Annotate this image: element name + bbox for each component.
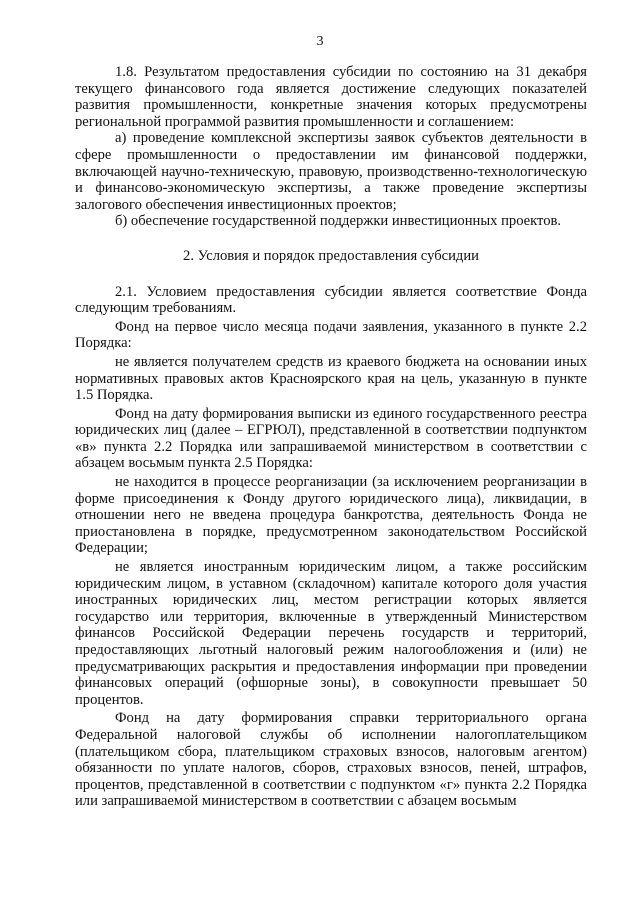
paragraph-not-foreign: не является иностранным юридическим лицом, а также российским юридическим лицом, в уставном (складочном) капитале которого доля участия иностранных юридических лиц, местом регистрации которых является государство или территория, включенные в утвержденный Министерством финансов Российской Федерации перечень государств и территорий, предоставляющих льготный налоговый режим налогообложения и (или) не предусматривающих раскрытия и предоставления информации при проведении финансовых операций (офшорные зоны), в совокупности превышает 50 процентов.: [75, 559, 587, 708]
paragraph-fund-tax-certificate: Фонд на дату формирования справки территориального органа Федеральной налоговой службы об исполнении налогоплательщиком (плательщиком сбора, плательщиком страховых взносов, налоговым агентом) обязанности по уплате налогов, сборов, страховых взносов, пеней, штрафов, процентов, представленной в соответствии с подпунктом «г» пункта 2.2 Порядка или запрашиваемой министерством в соответствии с абзацем восьмым: [75, 710, 587, 810]
paragraph-not-reorganization: не находится в процессе реорганизации (за исключением реорганизации в форме присоединения к Фонду другого юридического лица), ликвидации, в отношении него не введена процедура банкротства, деятельность Фонда не приостановлена в порядке, предусмотренном законодательством Российской Федерации;: [75, 474, 587, 557]
paragraph-item-b: б) обеспечение государственной поддержки инвестиционных проектов.: [115, 213, 562, 230]
paragraph-not-recipient: не является получателем средств из краевого бюджета на основании иных нормативных правовых актов Красноярского края на цель, указанную в пункте 1.5 Порядка.: [75, 353, 587, 404]
paragraph-1-8: 1.8. Результатом предоставления субсидии по состоянию на 31 декабря текущего финансового года является достижение следующих показателей развития промышленности, конкретные значения которых предусмотрены региональной программой развития промышленности и соглашением:: [75, 64, 587, 130]
page-number: 3: [316, 34, 324, 49]
section-heading: 2. Условия и порядок предоставления субсидии: [183, 247, 479, 264]
document-body: [75, 64, 587, 810]
paragraph-2-1: 2.1. Условием предоставления субсидии является соответствие Фонда следующим требованиям.: [75, 283, 587, 317]
paragraph-fund-egrul: Фонд на дату формирования выписки из единого государственного реестра юридических лиц (далее – ЕГРЮЛ), представленной в соответствии подпунктом «в» пункта 2.2 Порядка или запрашиваемой министерством в соответствии с абзацем восьмым пункта 2.5 Порядка:: [75, 405, 587, 472]
paragraph-item-a: а) проведение комплексной экспертизы заявок субъектов деятельности в сфере промышленности о предоставлении им финансовой поддержки, включающей научно-техническую, правовую, производственно-технологическую и финансово-экономическую экспертизы, а также проведение экспертизы залогового обеспечения инвестиционных проектов;: [75, 130, 587, 213]
paragraph-fund-first-day: Фонд на первое число месяца подачи заявления, указанного в пункте 2.2 Порядка:: [75, 318, 587, 352]
